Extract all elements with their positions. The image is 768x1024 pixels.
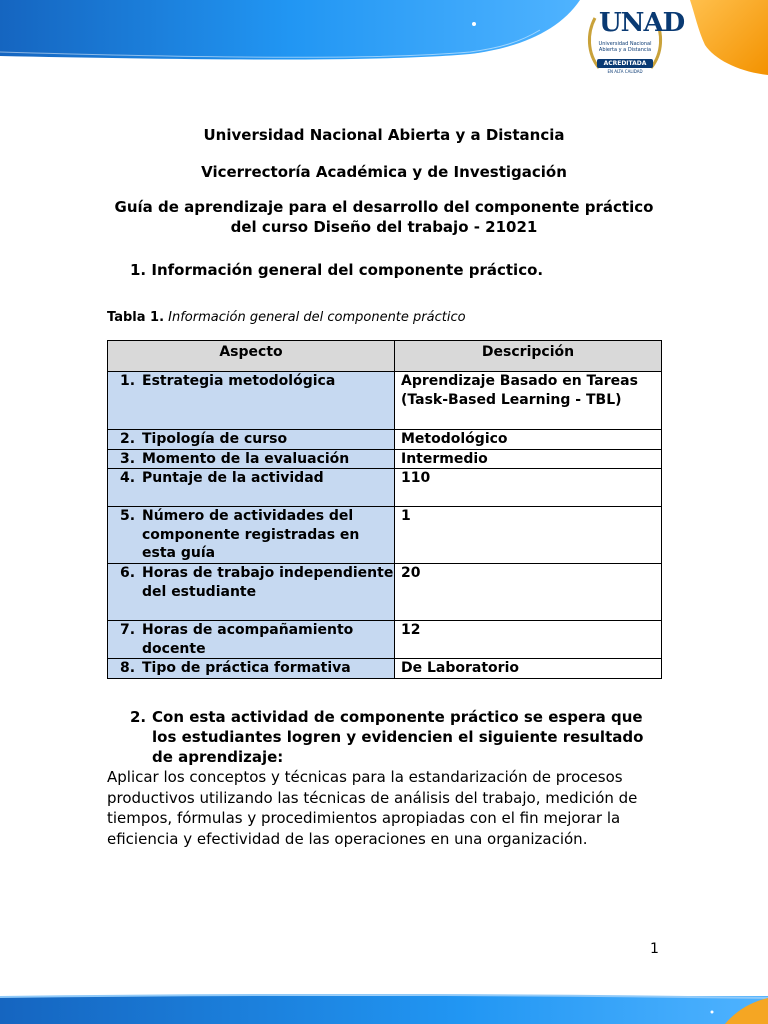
- table-row: [108, 372, 662, 430]
- table-header-row: [108, 341, 662, 372]
- table-caption-label: Tabla 1.: [107, 310, 165, 325]
- table-row: [108, 449, 662, 469]
- row-number: 7.: [120, 622, 136, 638]
- row-number: 3.: [120, 450, 136, 467]
- header-aspecto: Aspecto: [108, 341, 395, 372]
- footer-band: [0, 994, 768, 1024]
- info-table: [107, 340, 662, 679]
- logo-line-2: Abierta y a Distancia: [598, 47, 652, 53]
- row-number: 5.: [120, 508, 136, 524]
- row-aspect: Momento de la evaluación: [142, 450, 350, 467]
- table-row: [108, 430, 662, 450]
- learning-outcome-paragraph: Aplicar los conceptos y técnicas para la estandarización de procesos productivos utilizando las técnicas de análisis del trabajo, medición de tiempos, fórmulas y procedimientos apropiadas con el fin mejorar la eficiencia y efectividad de las operaciones en una organización.: [107, 768, 638, 848]
- row-value: Intermedio: [395, 449, 662, 469]
- row-aspect: Horas de trabajo independiente del estudiante: [142, 565, 394, 600]
- row-value: De Laboratorio: [395, 659, 662, 679]
- row-number: 2.: [120, 431, 136, 447]
- row-value: Metodológico: [395, 430, 662, 450]
- section-2-number: 2.: [130, 708, 147, 726]
- row-number: 8.: [120, 660, 136, 676]
- row-number: 4.: [120, 470, 136, 486]
- row-aspect: Tipología de curso: [142, 431, 288, 447]
- row-aspect: Tipo de práctica formativa: [142, 660, 351, 676]
- row-aspect: Número de actividades del componente registradas en esta guía: [142, 508, 360, 561]
- vice-rectory-title: Vicerrectoría Académica y de Investigación: [201, 163, 567, 181]
- section-1-number: 1.: [130, 261, 147, 279]
- logo-wordmark: UNAD: [599, 8, 685, 38]
- guide-title-line-1: Guía de aprendizaje para el desarrollo del componente práctico: [114, 198, 654, 216]
- page-number: 1: [650, 941, 659, 957]
- row-aspect: Puntaje de la actividad: [142, 470, 324, 486]
- accreditation-badge: ACREDITADA: [597, 59, 653, 68]
- section-2-heading: [130, 707, 650, 767]
- section-2-title: Con esta actividad de componente práctico se espera que los estudiantes logren y evidencien el siguiente resultado de aprendizaje:: [152, 708, 644, 766]
- logo-line-1: Universidad Nacional: [598, 41, 652, 47]
- accreditation-subtext: EN ALTA CALIDAD: [607, 69, 643, 74]
- row-value: 1: [395, 507, 662, 564]
- section-1-title: Información general del componente práctico.: [151, 261, 544, 279]
- guide-title-line-2: del curso Diseño del trabajo - 21021: [230, 218, 538, 236]
- table-row: [108, 659, 662, 679]
- row-aspect: Horas de acompañamiento docente: [142, 622, 354, 657]
- table-caption: [107, 309, 466, 327]
- row-value: 110: [395, 469, 662, 507]
- row-number: 6.: [120, 565, 136, 581]
- table-row: [108, 469, 662, 507]
- row-value: 20: [395, 564, 662, 621]
- header-descripcion: Descripción: [395, 341, 662, 372]
- table-row: [108, 564, 662, 621]
- section-1-heading: [130, 260, 543, 280]
- row-value: Aprendizaje Basado en Tareas (Task-Based Learning - TBL): [395, 372, 662, 430]
- table-row: [108, 621, 662, 659]
- table-row: [108, 507, 662, 564]
- row-number: 1.: [120, 373, 136, 389]
- university-title: Universidad Nacional Abierta y a Distancia: [203, 126, 565, 144]
- row-aspect: Estrategia metodológica: [142, 373, 336, 389]
- unad-logo: [585, 8, 685, 76]
- row-value: 12: [395, 621, 662, 659]
- table-caption-text: Información general del componente práctico: [168, 310, 466, 325]
